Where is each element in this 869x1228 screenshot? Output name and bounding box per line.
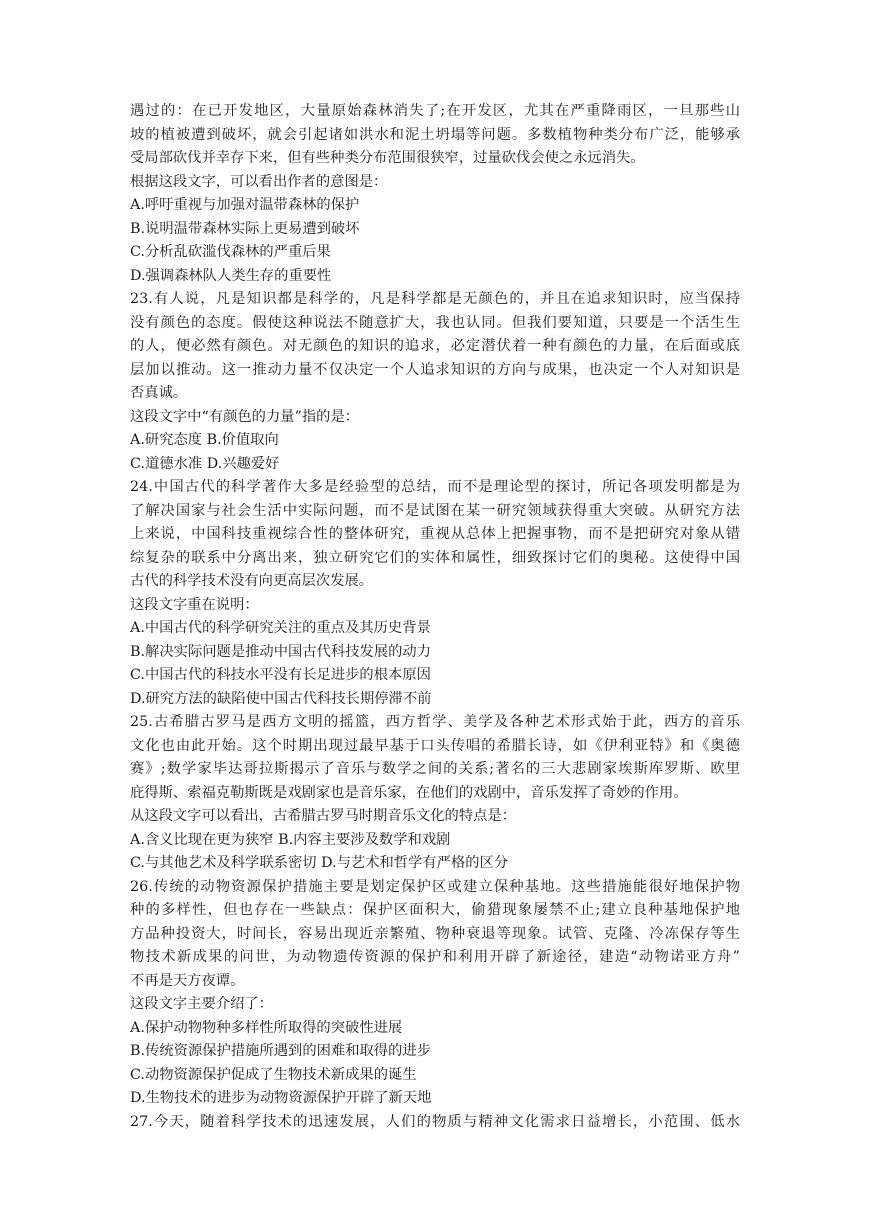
text-line: 没有颜色的态度。假使这种说法不随意扩大，我也认同。但我们要知道，只要是一个活生生: [130, 314, 740, 331]
text-line: A.含义比现在更为狭窄 B.内容主要涉及数学和戏剧: [130, 831, 451, 848]
text-line: C.中国古代的科技水平没有长足进步的根本原因: [130, 667, 431, 683]
text-line: C.道德水准 D.兴趣爱好: [130, 455, 280, 472]
text-line: 24.中国古代的科学著作大多是经验型的总结，而不是理论型的探讨，所记各项发明都是为: [130, 479, 740, 495]
text-line: 方品种投资大，时间长，容易出现近亲繁殖、物种衰退等现象。试管、克隆、冷冻保存等生: [130, 925, 740, 942]
text-line: 赛》;数学家毕达哥拉斯揭示了音乐与数学之间的关系;著名的三大悲剧家埃斯库罗斯、欧里: [130, 761, 740, 777]
text-line: 这段文字中“有颜色的力量”指的是：: [130, 408, 360, 425]
text-line: B.传统资源保护措施所遇到的困难和取得的进步: [130, 1043, 431, 1059]
text-line: 受局部砍伐并幸存下来，但有些种类分布范围很狭窄，过量砍伐会使之永远消失。: [130, 150, 645, 166]
text-line: C.动物资源保护促成了生物技术新成果的诞生: [130, 1066, 417, 1083]
text-line: D.研究方法的缺陷使中国古代科技长期停滞不前: [130, 690, 432, 707]
text-line: 根据这段文字，可以看出作者的意图是：: [130, 173, 388, 190]
text-line: 25.古希腊古罗马是西方文明的摇篮，西方哲学、美学及各种艺术形式始于此，西方的音乐: [130, 714, 740, 730]
text-line: 种的多样性，但也存在一些缺点：保护区面积大，偷猎现象屡禁不止;建立良种基地保护地: [130, 902, 740, 918]
text-line: C.分析乱砍滥伐森林的严重后果: [130, 244, 331, 260]
text-line: 不再是天方夜谭。: [130, 972, 245, 989]
text-line: 这段文字重在说明：: [130, 596, 259, 613]
text-line: 上来说，中国科技重视综合性的整体研究，重视从总体上把握事物，而不是把研究对象从错: [130, 526, 740, 542]
text-line: 26.传统的动物资源保护措施主要是划定保护区或建立保种基地。这些措施能很好地保护物: [130, 878, 740, 895]
text-line: A.保护动物物种多样性所取得的突破性进展: [130, 1019, 403, 1036]
text-line: 物技术新成果的问世，为动物遗传资源的保护和利用开辟了新途径，建造“动物诺亚方舟”: [130, 949, 740, 965]
text-line: 从这段文字可以看出，古希腊古罗马时期音乐文化的特点是：: [130, 808, 517, 824]
text-line: A.研究态度 B.价值取向: [130, 432, 279, 448]
text-line: 的人，便必然有颜色。对无颜色的知识的追求，必定潜伏着一种有颜色的力量，在后面或底: [130, 338, 740, 354]
text-line: C.与其他艺术及科学联系密切 D.与艺术和哲学有严格的区分: [130, 855, 509, 871]
text-line: 这段文字主要介绍了：: [130, 996, 273, 1012]
text-line: D.强调森林队人类生存的重要性: [130, 267, 332, 284]
text-line: A.中国古代的科学研究关注的重点及其历史背景: [130, 620, 431, 636]
text-line: 坡的植被遭到破坏，就会引起诸如洪水和泥土坍塌等问题。多数植物种类分布广泛，能够承: [130, 126, 740, 143]
text-line: B.解决实际问题是推动中国古代科技发展的动力: [130, 643, 431, 660]
text-line: 庇得斯、索福克勒斯既是戏剧家也是音乐家，在他们的戏剧中，音乐发挥了奇妙的作用。: [130, 784, 688, 801]
text-line: D.生物技术的进步为动物资源保护开辟了新天地: [130, 1090, 432, 1106]
text-line: 否真诚。: [130, 385, 188, 401]
text-line: 层加以推动。这一推动力量不仅决定一个人追求知识的方向与成果，也决定一个人对知识是: [130, 361, 740, 378]
text-line: A.呼吁重视与加强对温带森林的保护: [130, 197, 360, 213]
text-line: 遇过的：在已开发地区，大量原始森林消失了;在开发区，尤其在严重降雨区，一旦那些山: [130, 103, 740, 119]
text-line: 文化也由此开始。这个时期出现过最早基于口头传唱的希腊长诗，如《伊利亚特》和《奥德: [130, 737, 740, 754]
text-line: 古代的科学技术没有向更高层次发展。: [130, 573, 374, 589]
text-line: 23.有人说，凡是知识都是科学的，凡是科学都是无颜色的，并且在追求知识时，应当保持: [130, 291, 740, 307]
text-line: 了解决国家与社会生活中实际问题，而不是试图在某一研究领域获得重大突破。从研究方法: [130, 502, 740, 519]
document-page: [130, 100, 740, 1134]
text-line: 27.今天，随着科学技术的迅速发展，人们的物质与精神文化需求日益增长，小范围、低水: [130, 1113, 740, 1130]
text-line: B.说明温带森林实际上更易遭到破坏: [130, 220, 360, 237]
text-line: 综复杂的联系中分离出来，独立研究它们的实体和属性，细致探讨它们的奥秘。这使得中国: [130, 549, 740, 566]
